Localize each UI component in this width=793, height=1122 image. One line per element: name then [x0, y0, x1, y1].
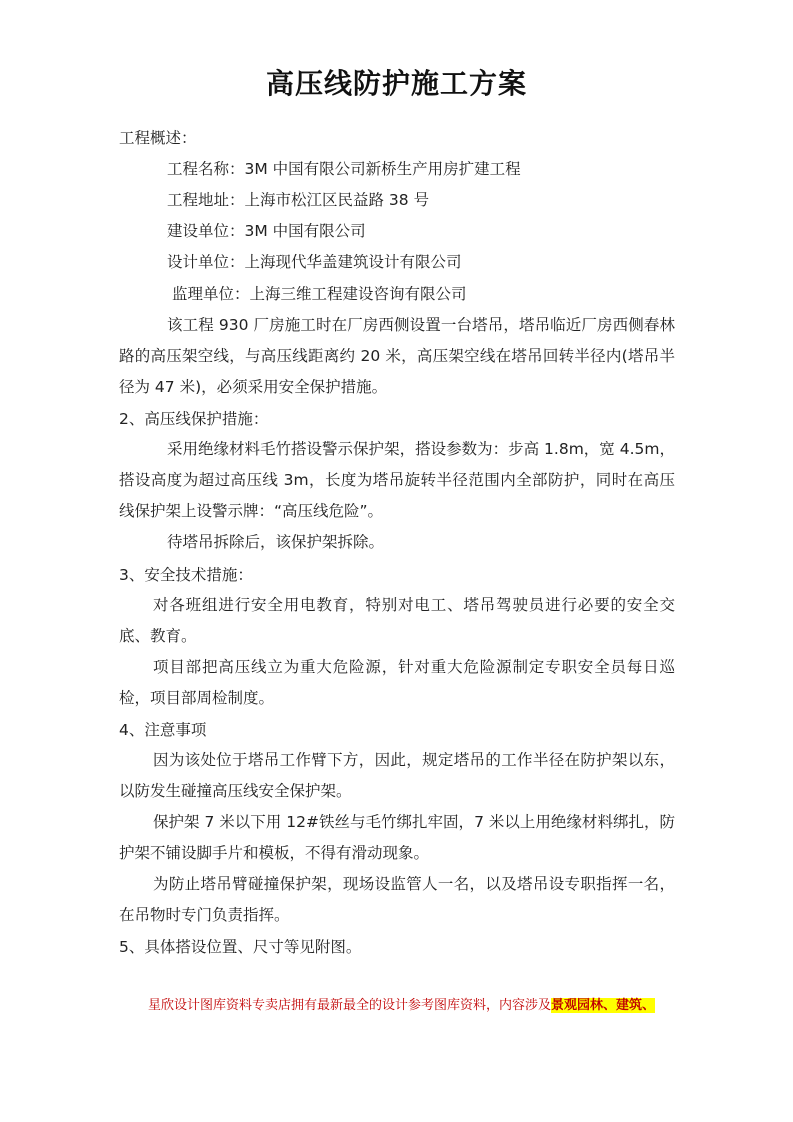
footer-advertisement — [148, 994, 655, 1013]
section-2-paragraph-2: 待塔吊拆除后，该保护架拆除。 — [167, 533, 385, 551]
document-title: 高压线防护施工方案 — [265, 67, 527, 100]
section-4-paragraph-3: 为防止塔吊臂碰撞保护架，现场设监管人一名，以及塔吊设专职指挥一名，在吊物时专门负责指挥。 — [119, 875, 675, 924]
section-5-heading: 5、具体搭设位置、尺寸等见附图。 — [119, 938, 362, 956]
overview-paragraph: 该工程 930 厂房施工时在厂房西侧设置一台塔吊，塔吊临近厂房西侧春林路的高压架空线，与高压线距离约 20 米，高压架空线在塔吊回转半径内(塔吊半径为 47 米)，必须采用安全保护措施。 — [119, 316, 675, 396]
project-address: 工程地址：上海市松江区民益路 38 号 — [167, 191, 430, 209]
section-3-paragraph-2: 项目部把高压线立为重大危险源，针对重大危险源制定专职安全员每日巡检，项目部周检制度。 — [119, 658, 675, 707]
section-4-heading: 4、注意事项 — [119, 721, 207, 739]
project-name: 工程名称：3M 中国有限公司新桥生产用房扩建工程 — [167, 160, 521, 178]
section-3-heading: 3、安全技术措施： — [119, 566, 253, 584]
section-4-paragraph-2: 保护架 7 米以下用 12#铁丝与毛竹绑扎牢固，7 米以上用绝缘材料绑扎，防护架不铺设脚手片和模板，不得有滑动现象。 — [119, 813, 675, 862]
supervision-unit: 监理单位：上海三维工程建设咨询有限公司 — [172, 285, 467, 303]
builder-unit: 建设单位：3M 中国有限公司 — [167, 222, 366, 240]
footer-text: 星欣设计图库资料专卖店拥有最新最全的设计参考图库资料，内容涉及 — [148, 998, 552, 1013]
footer-highlight: 景观园林、建筑、 — [551, 998, 656, 1013]
section-3-paragraph-1: 对各班组进行安全用电教育，特别对电工、塔吊驾驶员进行必要的安全交底、教育。 — [119, 596, 675, 645]
section-2-paragraph-1: 采用绝缘材料毛竹搭设警示保护架，搭设参数为：步高 1.8m，宽 4.5m，搭设高度为超过高压线 3m，长度为塔吊旋转半径范围内全部防护，同时在高压线保护架上设警示牌：“高压线危险”。 — [119, 440, 675, 520]
design-unit: 设计单位：上海现代华盖建筑设计有限公司 — [167, 253, 462, 271]
section-2-heading: 2、高压线保护措施： — [119, 410, 269, 428]
overview-heading: 工程概述： — [119, 129, 197, 147]
section-4-paragraph-1: 因为该处位于塔吊工作臂下方，因此，规定塔吊的工作半径在防护架以东，以防发生碰撞高压线安全保护架。 — [119, 751, 675, 800]
